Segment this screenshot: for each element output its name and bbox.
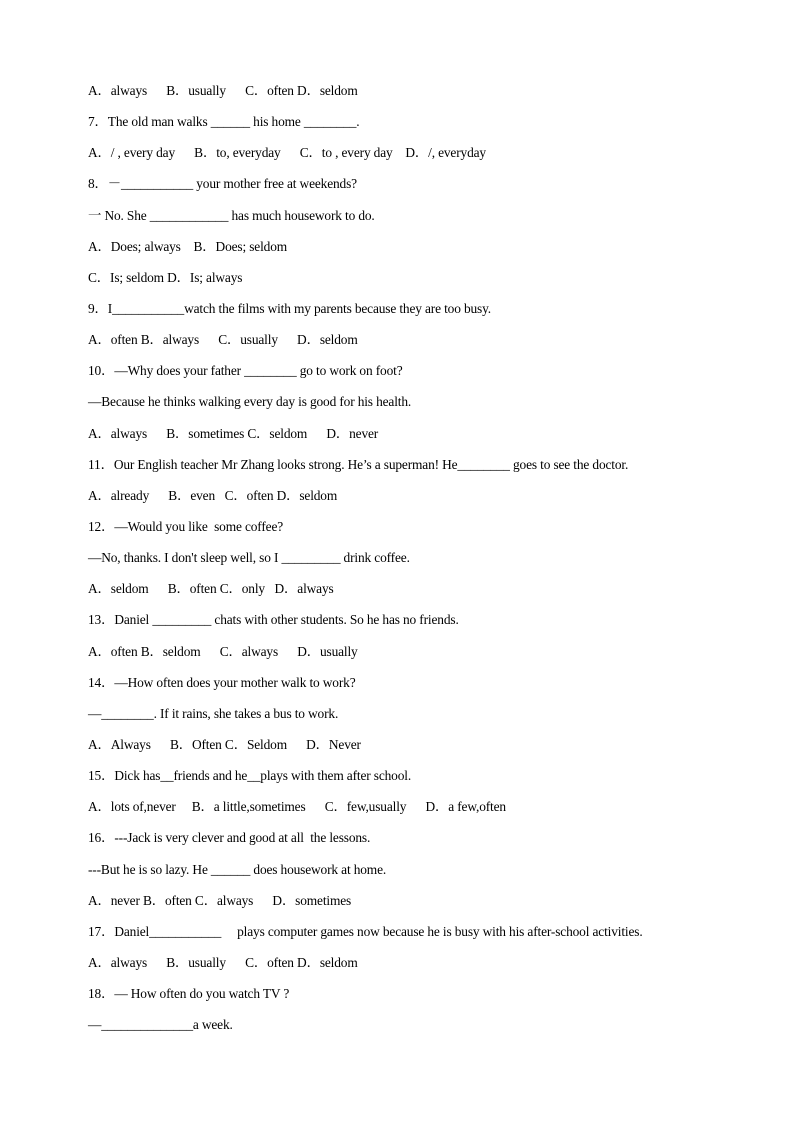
question-16-stem: 16．---Jack is very clever and good at all the lessons. <box>88 830 371 846</box>
question-16-options: A．never B．often C．always D．sometimes <box>88 892 352 908</box>
question-8-options-cd: C．Is; seldom D．Is; always <box>88 269 243 285</box>
question-12-reply: —No, thanks. I don't sleep well, so I _________ drink coffee. <box>88 550 410 566</box>
question-9-stem: 9．I___________watch the films with my parents because they are too busy. <box>88 300 491 316</box>
question-8-stem: 8．－___________ your mother free at weekends? <box>88 176 357 192</box>
worksheet-page <box>88 80 768 1045</box>
question-15-options: A．lots of,never B．a little,sometimes C．few,usually D．a few,often <box>88 799 506 815</box>
question-10-stem: 10．—Why does your father ________ go to work on foot? <box>88 363 403 379</box>
question-6-options: A．always B．usually C．often D．seldom <box>88 83 358 98</box>
question-12-stem: 12．—Would you like some coffee? <box>88 518 284 534</box>
question-17-stem: 17．Daniel___________ plays computer games now because he is busy with his after-school activities. <box>88 923 643 939</box>
question-18-reply: —______________a week. <box>88 1017 233 1033</box>
question-7-options: A．/ , every day B．to, everyday C．to , every day D．/, everyday <box>88 145 486 161</box>
question-13-options: A．often B．seldom C．always D．usually <box>88 643 358 659</box>
question-10-reply: —Because he thinks walking every day is good for his health. <box>88 394 412 410</box>
question-15-stem: 15．Dick has__friends and he__plays with them after school. <box>88 768 412 784</box>
question-8-options-ab: A．Does; always B．Does; seldom <box>88 238 288 254</box>
question-12-options: A．seldom B．often C．only D．always <box>88 581 334 597</box>
question-7-stem: 7．The old man walks ______ his home ________. <box>88 114 360 130</box>
question-11-options: A．already B．even C．often D．seldom <box>88 487 338 503</box>
question-16-reply: ---But he is so lazy. He ______ does housework at home. <box>88 861 387 877</box>
question-18-stem: 18．— How often do you watch TV ? <box>88 986 290 1002</box>
question-14-reply: —________. If it rains, she takes a bus to work. <box>88 705 339 721</box>
question-10-options: A．always B．sometimes C．seldom D．never <box>88 425 379 441</box>
question-9-options: A．often B．always C．usually D．seldom <box>88 332 358 348</box>
question-8-reply: 一 No. She ____________ has much housework to do. <box>88 207 375 223</box>
question-17-options: A．always B．usually C．often D．seldom <box>88 954 358 970</box>
question-13-stem: 13．Daniel _________ chats with other students. So he has no friends. <box>88 612 459 628</box>
question-14-stem: 14．—How often does your mother walk to work? <box>88 674 356 690</box>
question-11-stem: 11．Our English teacher Mr Zhang looks strong. He’s a superman! He________ goes to see the doctor. <box>88 456 629 472</box>
question-14-options: A．Always B．Often C．Seldom D．Never <box>88 736 361 752</box>
